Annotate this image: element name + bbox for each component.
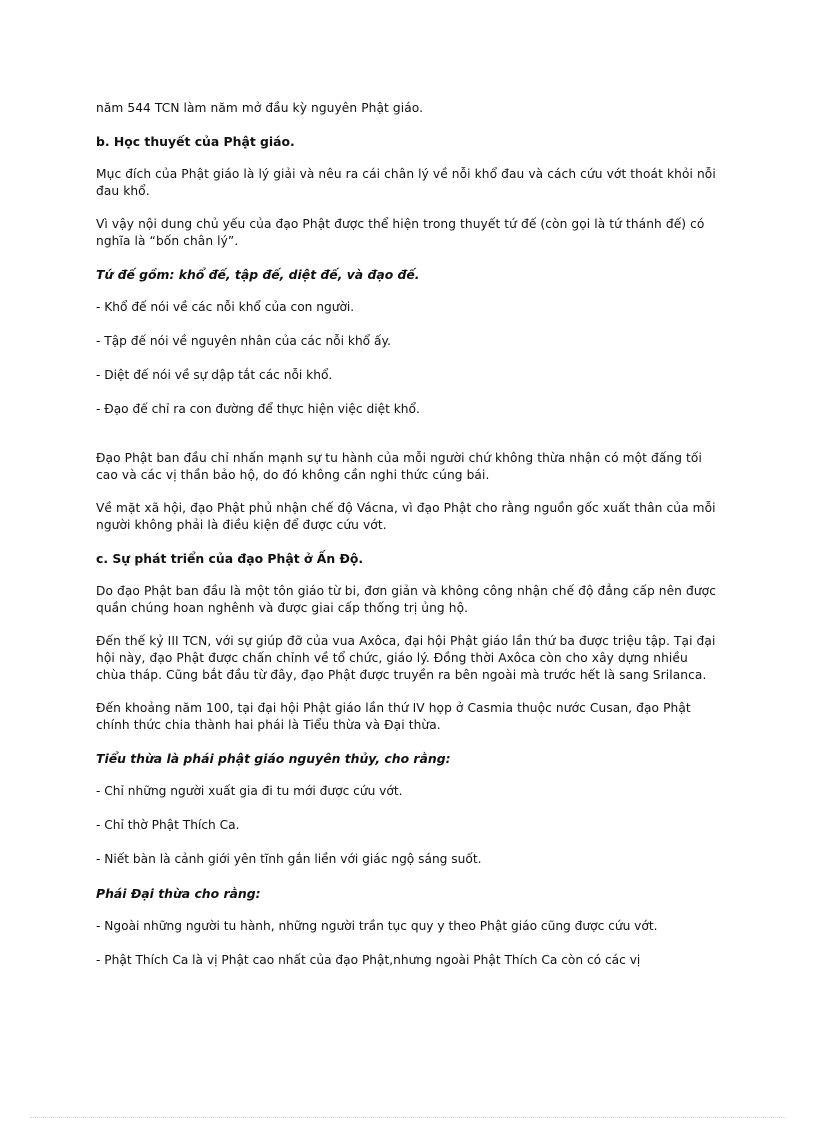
section-c-paragraph-3: Đến khoảng năm 100, tại đại hội Phật giáo lần thứ IV họp ở Casmia thuộc nước Cusan, đạo Phật chính thức chia thành hai phái là Tiểu thừa và Đại thừa. — [96, 701, 691, 732]
list-item: - Phật Thích Ca là vị Phật cao nhất của đạo Phật,nhưng ngoài Phật Thích Ca còn có các vị — [96, 953, 641, 967]
document-page — [96, 100, 716, 986]
section-b-paragraph-3: Đạo Phật ban đầu chỉ nhấn mạnh sự tu hành của mỗi người chứ không thừa nhận có một đấng tối cao và các vị thần bảo hộ, do đó không cần nghi thức cúng bái. — [96, 451, 702, 482]
spacer — [96, 435, 716, 450]
section-b-paragraph-4: Về mặt xã hội, đạo Phật phủ nhận chế độ Vácna, vì đạo Phật cho rằng nguồn gốc xuất thân của mỗi người không phải là điều kiện để được cứu vớt. — [96, 501, 716, 532]
list-item: - Chỉ những người xuất gia đi tu mới được cứu vớt. — [96, 784, 403, 798]
list-item: - Niết bàn là cảnh giới yên tĩnh gắn liền với giác ngộ sáng suốt. — [96, 852, 482, 866]
page-bottom-divider — [30, 1117, 786, 1118]
list-item: - Đạo đế chỉ ra con đường để thực hiện việc diệt khổ. — [96, 402, 420, 416]
intro-line: năm 544 TCN làm năm mở đầu kỳ nguyên Phật giáo. — [96, 101, 424, 115]
section-c-heading: c. Sự phát triển của đạo Phật ở Ấn Độ. — [96, 551, 364, 566]
section-b-heading: b. Học thuyết của Phật giáo. — [96, 134, 295, 149]
list-item: - Ngoài những người tu hành, những người trần tục quy y theo Phật giáo cũng được cứu vớt. — [96, 919, 658, 933]
dai-thua-heading: Phái Đại thừa cho rằng: — [96, 886, 261, 901]
section-c-paragraph-2: Đến thế kỷ III TCN, với sự giúp đỡ của vua Axôca, đại hội Phật giáo lần thứ ba được triệu tập. Tại đại hội này, đạo Phật được chấn chỉnh về tổ chức, giáo lý. Đồng thời Axôca còn cho xây dựng nhiều chùa tháp. Cũng bắt đầu từ đây, đạo Phật được truyền ra bên ngoài mà trước hết là sang Srilanca. — [96, 634, 716, 682]
section-c-paragraph-1: Do đạo Phật ban đầu là một tôn giáo từ bi, đơn giản và không công nhận chế độ đẳng cấp nên được quần chúng hoan nghênh và được giai cấp thống trị ủng hộ. — [96, 584, 716, 615]
list-item: - Khổ đế nói về các nỗi khổ của con người. — [96, 300, 355, 314]
section-b-paragraph-1: Mục đích của Phật giáo là lý giải và nêu ra cái chân lý về nỗi khổ đau và cách cứu vớt thoát khỏi nỗi đau khổ. — [96, 167, 716, 198]
tieu-thua-heading: Tiểu thừa là phái phật giáo nguyên thủy, cho rằng: — [96, 751, 451, 766]
section-b-paragraph-2: Vì vậy nội dung chủ yếu của đạo Phật được thể hiện trong thuyết tứ đế (còn gọi là tứ thánh đế) có nghĩa là “bốn chân lý”. — [96, 217, 705, 248]
tu-de-heading: Tứ đế gồm: khổ đế, tập đế, diệt đế, và đạo đế. — [96, 267, 420, 282]
list-item: - Diệt đế nói về sự dập tắt các nỗi khổ. — [96, 368, 333, 382]
list-item: - Tập đế nói về nguyên nhân của các nỗi khổ ấy. — [96, 334, 391, 348]
list-item: - Chỉ thờ Phật Thích Ca. — [96, 818, 240, 832]
